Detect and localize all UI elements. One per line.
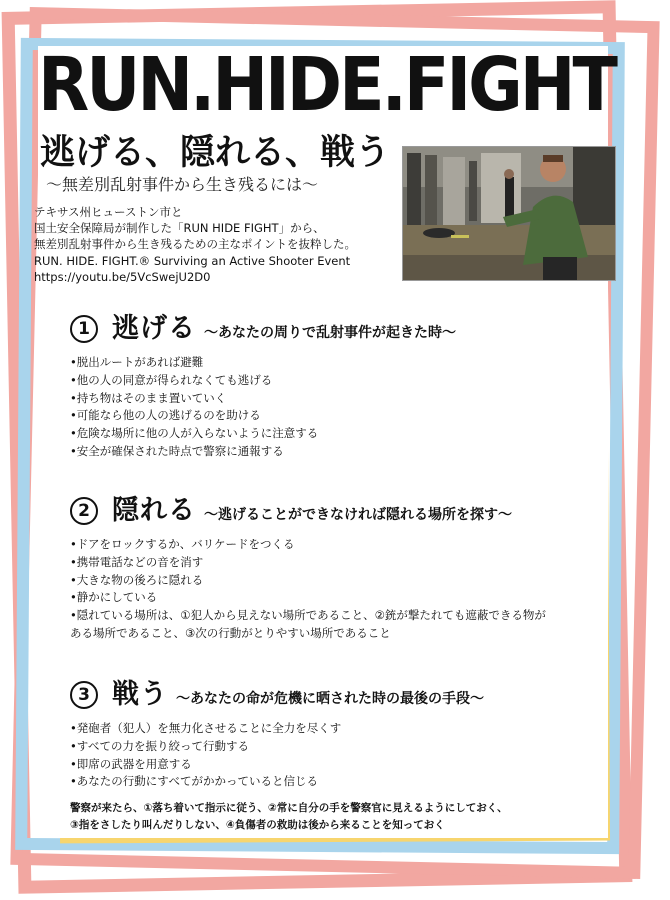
section-fight bbox=[70, 672, 610, 791]
bullet-item: •大きな物の後ろに隠れる bbox=[70, 572, 204, 587]
section-fight-heading bbox=[70, 672, 610, 712]
bullet-item: •脱出ルートがあれば避難 bbox=[70, 355, 204, 369]
bullet-item: •静かにしている bbox=[70, 590, 158, 605]
bullet-list bbox=[70, 354, 610, 461]
bullet-list bbox=[70, 720, 610, 791]
bullet-item: •安全が確保された時点で警察に通報する bbox=[70, 443, 284, 458]
footer-line: 警察が来たら、①落ち着いて指示に従う、②常に自分の手を警察官に見えるようにしておく、 bbox=[70, 802, 508, 814]
video-link[interactable]: https://youtu.be/5VcSwejU2D0 bbox=[34, 269, 211, 284]
video-still-photo bbox=[402, 146, 616, 281]
bullet-item: •ドアをロックするか、バリケードをつくる bbox=[70, 537, 295, 551]
footer-line: ③指をさしたり叫んだりしない、④負傷者の救助は後から来ることを知っておく bbox=[70, 819, 445, 831]
bullet-item: •隠れている場所は、①犯人から見えない場所であること、②銃が撃たれても遮蔽できる物が bbox=[70, 608, 546, 623]
intro-line: 無差別乱射事件から生き残るための主なポイントを抜粋した。 bbox=[34, 237, 356, 252]
bullet-item: •即席の武器を用意する bbox=[70, 756, 192, 771]
video-still-image bbox=[403, 147, 615, 280]
section-title: 戦う bbox=[112, 679, 168, 710]
section-subtitle: 〜あなたの周りで乱射事件が起きた時〜 bbox=[204, 325, 456, 341]
section-hide bbox=[70, 488, 610, 643]
section-subtitle: 〜あなたの命が危機に晒された時の最後の手段〜 bbox=[176, 691, 484, 707]
bullet-item: •すべての力を振り絞って行動する bbox=[70, 738, 250, 753]
footer-note bbox=[70, 800, 610, 834]
section-number: 3 bbox=[70, 681, 98, 709]
bullet-item: •発砲者（犯人）を無力化させることに全力を尽くす bbox=[70, 721, 342, 735]
bullet-item: •危険な場所に他の人が入らないように注意する bbox=[70, 426, 319, 441]
main-title: RUN.HIDE.FIGHT bbox=[38, 42, 615, 128]
japanese-title: 逃げる、隠れる、戦う bbox=[40, 133, 391, 173]
intro-line: テキサス州ヒューストン市と bbox=[34, 205, 183, 219]
section-title: 逃げる bbox=[112, 313, 196, 344]
bullet-item: •持ち物はそのまま置いていく bbox=[70, 390, 227, 405]
intro-text bbox=[34, 204, 356, 285]
bullet-item: •携帯電話などの音を消す bbox=[70, 554, 204, 569]
section-title: 隠れる bbox=[112, 495, 196, 526]
bullet-item: •あなたの行動にすべてがかかっていると信じる bbox=[70, 774, 319, 789]
intro-line: 国土安全保障局が制作した「RUN HIDE FIGHT」から、 bbox=[34, 221, 325, 236]
subtitle: 〜無差別乱射事件から生き残るには〜 bbox=[46, 175, 319, 194]
bullet-list bbox=[70, 536, 610, 643]
section-number: 1 bbox=[70, 315, 98, 343]
section-subtitle: 〜逃げることができなければ隠れる場所を探す〜 bbox=[204, 507, 512, 523]
section-number: 2 bbox=[70, 497, 98, 525]
bullet-item: •他の人の同意が得られなくても逃げる bbox=[70, 372, 273, 387]
bullet-item: ある場所であること、③次の行動がとりやすい場所であること bbox=[70, 625, 391, 640]
intro-line: RUN. HIDE. FIGHT.® Surviving an Active Shooter Event bbox=[34, 253, 351, 268]
section-run-heading bbox=[70, 306, 610, 346]
bullet-item: •可能なら他の人の逃げるのを助ける bbox=[70, 408, 261, 423]
section-run bbox=[70, 306, 610, 461]
section-hide-heading bbox=[70, 488, 610, 528]
